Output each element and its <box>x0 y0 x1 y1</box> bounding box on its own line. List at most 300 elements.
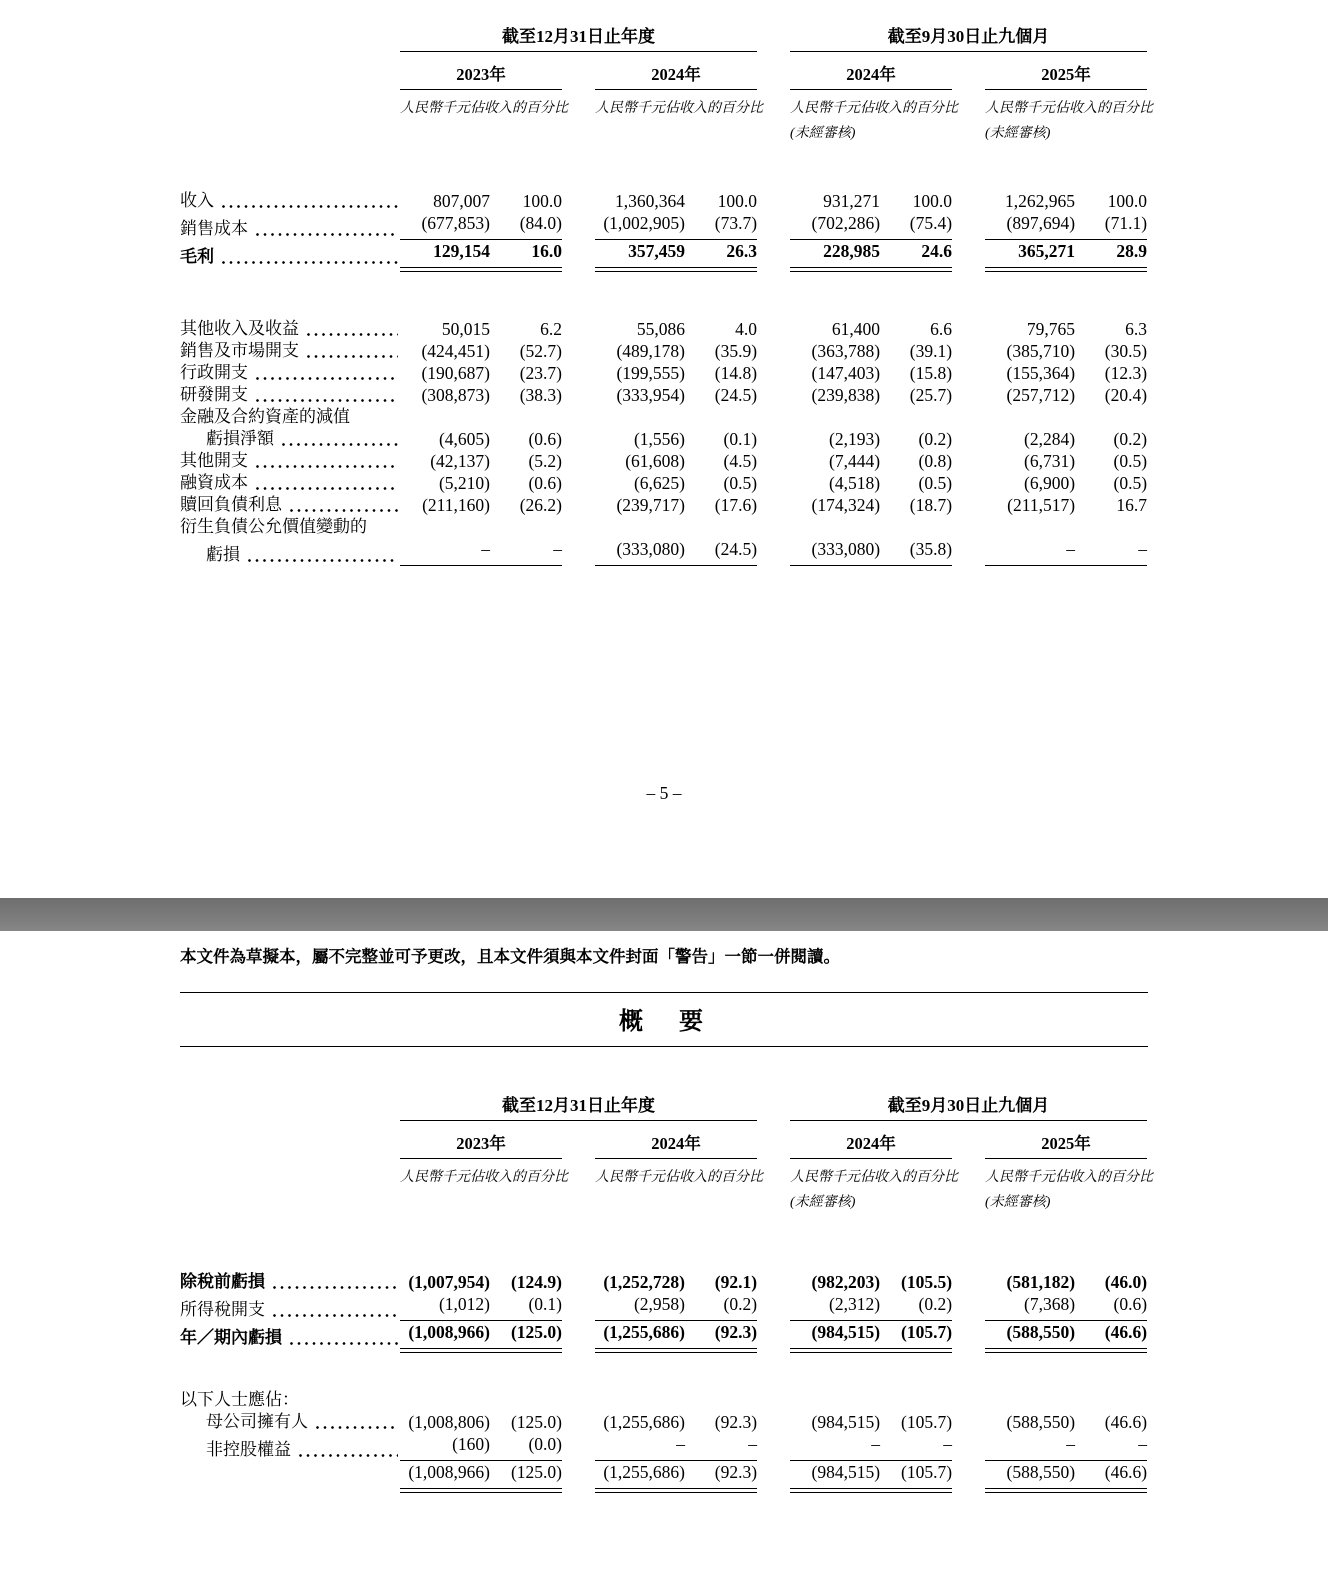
column-gap <box>562 212 595 240</box>
column-gap <box>757 1091 790 1121</box>
row-label: 母公司擁有人 <box>206 1412 308 1431</box>
unaudited-note: (未經審核) <box>985 126 1051 141</box>
pct-cell: (125.0) <box>510 1412 562 1432</box>
table-row-rd-expenses <box>180 384 1147 406</box>
pct-cell: (73.7) <box>685 212 757 240</box>
column-gap <box>757 384 790 406</box>
column-gap <box>952 362 985 384</box>
column-gap <box>562 384 595 406</box>
column-gap <box>562 240 595 274</box>
pct-cell: – <box>685 1433 757 1461</box>
value-cell: (489,178) <box>616 341 685 361</box>
value-cell: 228,985 <box>790 240 880 268</box>
pct-cell: (26.2) <box>519 495 562 515</box>
value-cell: (897,694) <box>985 212 1075 240</box>
row-label: 虧損淨額 <box>206 429 274 448</box>
row-label: 以下人士應佔： <box>180 1390 299 1409</box>
pct-cell: (23.7) <box>519 363 562 383</box>
table-row-impairment-wrap <box>180 406 1147 428</box>
column-gap <box>757 212 790 240</box>
dot-leader <box>256 218 398 240</box>
row-label: 收入 <box>180 191 214 210</box>
pct-cell: (12.3) <box>1104 363 1148 383</box>
value-cell: 79,765 <box>1026 319 1076 339</box>
value-cell: – <box>985 538 1075 566</box>
pct-cell: (0.2) <box>685 1293 757 1321</box>
column-gap <box>562 428 595 450</box>
value-cell: (588,550) <box>985 1321 1075 1349</box>
table-row-impairment-net <box>180 428 1147 450</box>
column-gap <box>757 472 790 494</box>
column-gap <box>757 52 790 90</box>
value-cell: (588,550) <box>985 1461 1075 1489</box>
dot-leader <box>222 190 398 212</box>
column-gap <box>757 1271 790 1293</box>
column-gap <box>562 362 595 384</box>
column-gap <box>757 318 790 340</box>
year-header-2024-interim: 2024年 <box>790 1121 952 1159</box>
value-cell: (363,788) <box>811 341 881 361</box>
dot-leader <box>290 494 398 516</box>
pct-cell: (75.4) <box>880 212 952 240</box>
column-gap <box>757 538 790 566</box>
pct-cell: (0.2) <box>880 1293 952 1321</box>
column-gap <box>757 1293 790 1321</box>
table-row-gross-profit <box>180 240 1147 274</box>
year-header-2024: 2024年 <box>595 52 757 90</box>
column-gap <box>952 52 985 90</box>
value-cell: (1,008,966) <box>400 1461 490 1489</box>
column-gap <box>757 340 790 362</box>
dot-leader <box>273 1299 398 1321</box>
dot-leader <box>256 450 398 472</box>
value-cell: (982,203) <box>811 1272 881 1292</box>
value-cell: (1,007,954) <box>408 1272 490 1292</box>
pct-cell: (24.5) <box>714 385 758 405</box>
row-label: 所得稅開支 <box>180 1300 265 1319</box>
unaudited-note: (未經審核) <box>985 1195 1051 1210</box>
pct-cell: (124.9) <box>510 1272 562 1292</box>
year-header-2025: 2025年 <box>985 52 1147 90</box>
pct-cell: (30.5) <box>1104 341 1148 361</box>
column-gap <box>757 1411 790 1433</box>
dot-leader <box>290 1327 398 1349</box>
pct-cell: (0.8) <box>918 451 953 471</box>
pct-cell: 100.0 <box>717 191 758 211</box>
pct-cell: (46.6) <box>1075 1321 1147 1349</box>
pct-cell: (25.7) <box>909 385 953 405</box>
pct-unit-header: 佔收入的百分比 <box>860 1170 959 1185</box>
pct-cell: 100.0 <box>912 191 953 211</box>
value-cell: (190,687) <box>421 363 490 383</box>
column-gap <box>757 190 790 212</box>
column-gap <box>757 240 790 274</box>
page-6-content <box>180 946 1154 1495</box>
rmb-unit-header: 人民幣千元 <box>790 101 861 116</box>
column-gap <box>952 1321 985 1355</box>
value-cell: (7,368) <box>985 1293 1075 1321</box>
column-gap <box>562 1461 595 1495</box>
dot-leader <box>307 340 398 362</box>
pct-cell: (92.3) <box>714 1412 758 1432</box>
pct-cell: (38.3) <box>519 385 562 405</box>
rmb-unit-header: 人民幣千元 <box>790 1170 861 1185</box>
column-gap <box>952 384 985 406</box>
value-cell: (1,002,905) <box>595 212 685 240</box>
pct-cell: 28.9 <box>1075 240 1147 268</box>
column-gap <box>562 1271 595 1293</box>
pct-unit-header: 佔收入的百分比 <box>1055 101 1154 116</box>
pct-cell: (0.5) <box>1113 473 1148 493</box>
column-gap <box>952 538 985 566</box>
value-cell: (147,403) <box>811 363 881 383</box>
value-cell: (5,210) <box>438 473 490 493</box>
pct-cell: 26.3 <box>685 240 757 268</box>
pct-cell: (4.5) <box>723 451 758 471</box>
value-cell: (1,252,728) <box>603 1272 685 1292</box>
column-gap <box>952 1433 985 1461</box>
value-cell: 55,086 <box>636 319 685 339</box>
pct-unit-header: 佔收入的百分比 <box>860 101 959 116</box>
value-cell: (1,008,806) <box>408 1412 490 1432</box>
pct-cell: (5.2) <box>528 451 562 471</box>
unaudited-note: (未經審核) <box>790 126 856 141</box>
column-gap <box>757 1321 790 1355</box>
column-gap <box>952 1121 985 1159</box>
value-cell: (42,137) <box>430 451 490 471</box>
value-cell: (424,451) <box>421 341 490 361</box>
table-row-other-expenses <box>180 450 1147 472</box>
column-gap <box>757 1121 790 1159</box>
column-gap <box>757 450 790 472</box>
pct-unit-header: 佔收入的百分比 <box>470 101 568 116</box>
table-row-redemption-interest <box>180 494 1147 516</box>
pct-cell: 24.6 <box>880 240 952 268</box>
value-cell: (333,954) <box>616 385 685 405</box>
row-label: 金融及合約資產的減值 <box>180 407 350 426</box>
pct-cell: (0.6) <box>528 473 562 493</box>
table-row-other-income <box>180 318 1147 340</box>
column-gap <box>562 472 595 494</box>
draft-warning: 本文件為草擬本，屬不完整並可予更改，且本文件須與本文件封面「警告」一節一併閱讀。 <box>180 948 840 966</box>
pct-cell: (20.4) <box>1104 385 1148 405</box>
value-cell: (702,286) <box>790 212 880 240</box>
value-cell: 365,271 <box>985 240 1075 268</box>
pct-cell: (46.0) <box>1104 1272 1148 1292</box>
value-cell: (984,515) <box>790 1321 880 1349</box>
value-cell: (6,900) <box>1024 473 1076 493</box>
summary-loss-table <box>180 1091 1154 1495</box>
pct-cell: 6.6 <box>930 319 953 339</box>
pct-cell: (14.8) <box>714 363 758 383</box>
pct-cell: – <box>1075 538 1147 566</box>
table-row-cost-of-sales <box>180 212 1147 240</box>
table-row-owners-of-parent <box>180 1411 1147 1433</box>
value-cell: (7,444) <box>829 451 881 471</box>
pct-cell: 6.2 <box>540 319 562 339</box>
value-cell: (199,555) <box>616 363 685 383</box>
table-row-derivative-wrap <box>180 516 1147 538</box>
column-gap <box>562 1321 595 1355</box>
value-cell: (257,712) <box>1006 385 1076 405</box>
annual-period-header: 截至12月31日止年度 <box>400 1091 757 1121</box>
dot-leader <box>316 1411 398 1433</box>
year-header-2023: 2023年 <box>400 52 562 90</box>
value-cell: – <box>595 1433 685 1461</box>
column-gap <box>562 1121 595 1159</box>
pct-cell: (17.6) <box>714 495 758 515</box>
page-number: – 5 – <box>646 783 682 803</box>
table-row-admin-expenses <box>180 362 1147 384</box>
row-label: 銷售成本 <box>180 219 248 238</box>
dot-leader <box>222 246 398 268</box>
value-cell: – <box>400 538 490 566</box>
dot-leader <box>282 428 398 450</box>
value-cell: (239,838) <box>811 385 881 405</box>
value-cell: (155,364) <box>1006 363 1076 383</box>
column-gap <box>562 450 595 472</box>
value-cell: (174,324) <box>811 495 881 515</box>
row-label: 融資成本 <box>180 473 248 492</box>
column-gap <box>757 494 790 516</box>
value-cell: 129,154 <box>400 240 490 268</box>
title-rule-bottom <box>180 1046 1148 1047</box>
row-label: 研發開支 <box>180 385 248 404</box>
value-cell: 61,400 <box>831 319 881 339</box>
table-row-loss-for-period <box>180 1321 1147 1355</box>
dot-leader <box>248 544 398 566</box>
value-cell: (211,517) <box>1007 495 1076 515</box>
column-gap <box>757 362 790 384</box>
column-gap <box>952 428 985 450</box>
pct-cell: (84.0) <box>490 212 562 240</box>
pct-cell: (0.2) <box>918 429 953 449</box>
pct-cell: (0.5) <box>1113 451 1148 471</box>
table-row-non-controlling-interests <box>180 1433 1147 1461</box>
value-cell: (588,550) <box>1006 1412 1076 1432</box>
table-row-selling-expenses <box>180 340 1147 362</box>
pct-cell: 4.0 <box>735 319 758 339</box>
pct-cell: (52.7) <box>519 341 562 361</box>
table-row-revenue <box>180 190 1147 212</box>
rmb-unit-header: 人民幣千元 <box>400 1170 470 1185</box>
value-cell: (581,182) <box>1006 1272 1076 1292</box>
dot-leader <box>256 362 398 384</box>
value-cell: (4,605) <box>438 429 490 449</box>
row-label: 贖回負債利息 <box>180 495 282 514</box>
pct-cell: (71.1) <box>1075 212 1147 240</box>
rmb-unit-header: 人民幣千元 <box>595 1170 665 1185</box>
pct-cell: (125.0) <box>490 1461 562 1489</box>
column-gap <box>562 340 595 362</box>
year-header-2024-interim: 2024年 <box>790 52 952 90</box>
column-gap <box>952 240 985 274</box>
pct-cell: (0.6) <box>528 429 562 449</box>
row-label: 銷售及市場開支 <box>180 341 299 360</box>
dot-leader <box>307 318 398 340</box>
value-cell: – <box>985 1433 1075 1461</box>
column-gap <box>952 450 985 472</box>
value-cell: 50,015 <box>441 319 490 339</box>
value-cell: (677,853) <box>400 212 490 240</box>
column-gap <box>757 22 790 52</box>
pct-cell: (105.5) <box>901 1272 953 1292</box>
rmb-unit-header: 人民幣千元 <box>595 101 665 116</box>
row-label: 非控股權益 <box>206 1440 291 1459</box>
column-gap <box>952 1271 985 1293</box>
interim-period-header: 截至9月30日止九個月 <box>790 22 1147 52</box>
pct-cell: (105.7) <box>880 1321 952 1349</box>
column-gap <box>952 340 985 362</box>
value-cell: (6,625) <box>633 473 685 493</box>
year-header-2024: 2024年 <box>595 1121 757 1159</box>
pct-cell: (15.8) <box>909 363 953 383</box>
value-cell: 357,459 <box>595 240 685 268</box>
column-gap <box>562 52 595 90</box>
header-corner <box>180 1091 400 1121</box>
pct-cell: (105.7) <box>901 1412 953 1432</box>
section-title: 概 要 <box>619 1009 709 1035</box>
column-gap <box>952 212 985 240</box>
value-cell: (385,710) <box>1006 341 1076 361</box>
unaudited-note: (未經審核) <box>790 1195 856 1210</box>
pct-unit-header: 佔收入的百分比 <box>1055 1170 1154 1185</box>
table-row-total-attributable <box>180 1461 1147 1495</box>
pct-cell: (92.3) <box>685 1321 757 1349</box>
column-gap <box>562 1411 595 1433</box>
pct-cell: (0.1) <box>490 1293 562 1321</box>
value-cell: (1,255,686) <box>595 1321 685 1349</box>
header-corner <box>180 22 400 52</box>
value-cell: 1,262,965 <box>1005 191 1076 211</box>
pct-cell: (92.1) <box>714 1272 758 1292</box>
pct-cell: 16.7 <box>1116 495 1148 515</box>
row-label: 行政開支 <box>180 363 248 382</box>
value-cell: (984,515) <box>790 1461 880 1489</box>
value-cell: – <box>790 1433 880 1461</box>
pct-cell: 6.3 <box>1125 319 1148 339</box>
value-cell: (2,958) <box>595 1293 685 1321</box>
pct-cell: (18.7) <box>909 495 953 515</box>
value-cell: 1,360,364 <box>615 191 685 211</box>
table-row-income-tax <box>180 1293 1147 1321</box>
value-cell: (333,080) <box>595 538 685 566</box>
pct-cell: 100.0 <box>1107 191 1148 211</box>
column-gap <box>952 190 985 212</box>
column-gap <box>952 494 985 516</box>
pct-unit-header: 佔收入的百分比 <box>470 1170 568 1185</box>
value-cell: (1,255,686) <box>603 1412 685 1432</box>
pct-unit-header: 佔收入的百分比 <box>665 1170 763 1185</box>
pct-cell: (0.6) <box>1075 1293 1147 1321</box>
table-row-loss-before-tax <box>180 1271 1147 1293</box>
column-gap <box>952 1411 985 1433</box>
pct-cell: (39.1) <box>909 341 953 361</box>
pct-cell: (24.5) <box>685 538 757 566</box>
pct-cell: (92.3) <box>685 1461 757 1489</box>
pct-cell: (0.2) <box>1113 429 1148 449</box>
pct-cell: (46.6) <box>1104 1412 1148 1432</box>
dot-leader <box>256 384 398 406</box>
pct-unit-header: 佔收入的百分比 <box>665 101 763 116</box>
column-gap <box>562 1433 595 1461</box>
column-gap <box>562 538 595 566</box>
column-gap <box>952 318 985 340</box>
table-row-finance-costs <box>180 472 1147 494</box>
year-header-2023: 2023年 <box>400 1121 562 1159</box>
column-gap <box>952 1461 985 1495</box>
page-5-content <box>180 22 1154 566</box>
row-label: 衍生負債公允價值變動的 <box>180 517 367 536</box>
value-cell: (1,255,686) <box>595 1461 685 1489</box>
value-cell: (1,012) <box>400 1293 490 1321</box>
value-cell: (1,556) <box>633 429 685 449</box>
value-cell: (211,160) <box>422 495 490 515</box>
pct-cell: (0.0) <box>490 1433 562 1461</box>
column-gap <box>562 318 595 340</box>
pct-cell: 100.0 <box>522 191 562 211</box>
value-cell: (333,080) <box>790 538 880 566</box>
pct-cell: – <box>1075 1433 1147 1461</box>
page-divider-bar <box>0 898 1328 931</box>
pct-cell: 16.0 <box>490 240 562 268</box>
annual-period-header: 截至12月31日止年度 <box>400 22 757 52</box>
column-gap <box>562 190 595 212</box>
value-cell: (61,608) <box>625 451 685 471</box>
column-gap <box>562 1293 595 1321</box>
pct-cell: – <box>490 538 562 566</box>
row-label: 毛利 <box>180 247 214 266</box>
pct-cell: (0.1) <box>723 429 758 449</box>
year-header-2025: 2025年 <box>985 1121 1147 1159</box>
column-gap <box>562 494 595 516</box>
rmb-unit-header: 人民幣千元 <box>985 101 1056 116</box>
value-cell: 807,007 <box>433 191 490 211</box>
row-label: 除稅前虧損 <box>180 1272 265 1291</box>
value-cell: (308,873) <box>421 385 490 405</box>
table-row-attributable-heading <box>180 1389 1147 1411</box>
dot-leader <box>273 1271 398 1293</box>
dot-leader <box>299 1439 398 1461</box>
row-label: 其他收入及收益 <box>180 319 299 338</box>
value-cell: (984,515) <box>811 1412 881 1432</box>
row-label: 其他開支 <box>180 451 248 470</box>
pct-cell: (35.8) <box>880 538 952 566</box>
pct-cell: (105.7) <box>880 1461 952 1489</box>
value-cell: (239,717) <box>616 495 685 515</box>
value-cell: (160) <box>400 1433 490 1461</box>
row-label: 年／期內虧損 <box>180 1328 282 1347</box>
column-gap <box>952 1293 985 1321</box>
value-cell: (2,284) <box>1024 429 1076 449</box>
column-gap <box>757 1433 790 1461</box>
pct-cell: (0.5) <box>918 473 953 493</box>
value-cell: (6,731) <box>1024 451 1076 471</box>
rmb-unit-header: 人民幣千元 <box>985 1170 1056 1185</box>
pct-cell: – <box>880 1433 952 1461</box>
column-gap <box>757 1461 790 1495</box>
pct-cell: (46.6) <box>1075 1461 1147 1489</box>
interim-period-header: 截至9月30日止九個月 <box>790 1091 1147 1121</box>
dot-leader <box>256 472 398 494</box>
income-statement-table <box>180 22 1154 566</box>
value-cell: (1,008,966) <box>400 1321 490 1349</box>
value-cell: (4,518) <box>829 473 881 493</box>
table-row-derivative-loss <box>180 538 1147 566</box>
value-cell: 931,271 <box>823 191 881 211</box>
rmb-unit-header: 人民幣千元 <box>400 101 470 116</box>
value-cell: (2,193) <box>829 429 881 449</box>
